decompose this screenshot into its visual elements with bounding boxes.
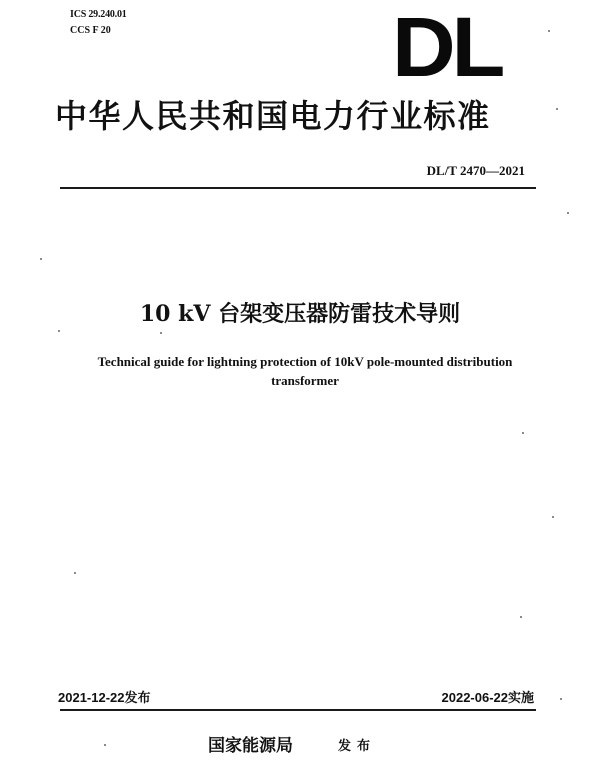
- scan-speck: [74, 572, 76, 574]
- document-title-en: [40, 352, 570, 390]
- scan-speck: [522, 432, 524, 434]
- scan-speck: [552, 516, 554, 518]
- implementation-date: 2022-06-22实施: [441, 690, 534, 705]
- document-title-en-line1: Technical guide for lightning protection of 10kV pole-mounted distribution: [97, 354, 513, 369]
- footer-divider: [60, 709, 536, 711]
- publish-label: 发布: [338, 739, 377, 754]
- header-divider: [60, 187, 536, 189]
- scan-speck: [556, 108, 558, 110]
- scan-speck: [548, 30, 550, 32]
- ccs-code: CCS F 20: [70, 25, 111, 36]
- standard-code: DL/T 2470—2021: [426, 163, 525, 178]
- standard-category-title: 中华人民共和国电力行业标准: [55, 97, 491, 135]
- scan-speck: [40, 258, 42, 260]
- document-title-en-line2: transformer: [271, 373, 339, 388]
- ics-code: ICS 29.240.01: [70, 9, 127, 20]
- scan-speck: [58, 330, 60, 332]
- scan-speck: [560, 698, 562, 700]
- publisher-name: 国家能源局: [208, 736, 293, 756]
- document-title-cn: 10 kV 台架变压器防雷技术导则: [139, 301, 461, 327]
- issue-date: 2021-12-22发布: [58, 690, 151, 705]
- scan-speck: [567, 212, 569, 214]
- scan-speck: [104, 744, 106, 746]
- scan-speck: [160, 332, 162, 334]
- scan-speck: [520, 616, 522, 618]
- dl-logo: DL: [392, 0, 502, 94]
